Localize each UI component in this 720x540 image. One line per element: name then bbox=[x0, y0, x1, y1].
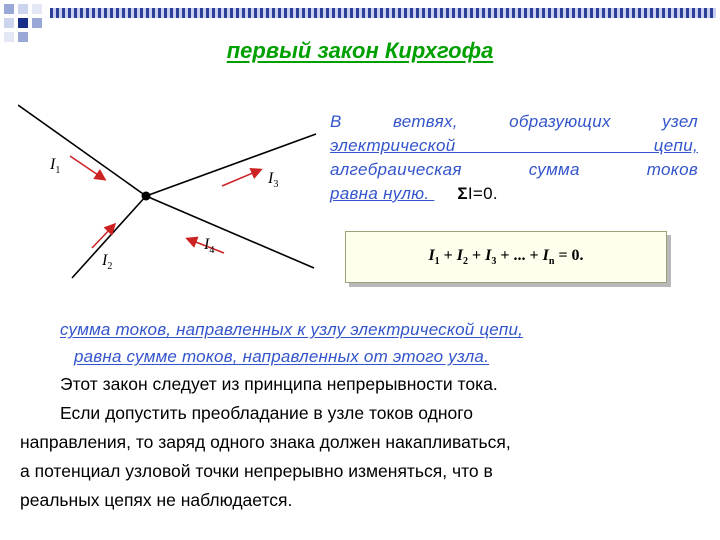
law-line-2: электрической цепи, bbox=[330, 136, 698, 155]
label-i2: $I_2$ bbox=[102, 252, 113, 272]
body-p1: Этот закон следует из принципа непрерывности тока. bbox=[60, 374, 498, 394]
alt-line-1: сумма токов, направленных к узлу электрической цепи, bbox=[60, 320, 524, 339]
body-p2-line1: Если допустить преобладание в узле токов одного bbox=[60, 403, 473, 423]
label-i1: $I_1$ bbox=[50, 156, 61, 176]
node-point bbox=[142, 192, 151, 201]
alt-line-2: равна сумме токов, направленных от этого узла. bbox=[74, 347, 490, 366]
page-title: первый закон Кирхгофа bbox=[226, 38, 494, 63]
formula-box bbox=[345, 231, 667, 283]
body-p2-line2: направления, то заряд одного знака должен накапливаться, bbox=[20, 432, 511, 452]
sigma-symbol: Σ bbox=[457, 184, 468, 203]
body-p2-line4: реальных цепях не наблюдается. bbox=[20, 490, 293, 510]
label-i4: $I_4$ bbox=[204, 236, 215, 256]
node-diagram bbox=[18, 98, 322, 280]
law-statement bbox=[330, 110, 698, 206]
law-line-4 bbox=[330, 182, 698, 206]
law-line-4-text: равна нулю. bbox=[330, 184, 430, 203]
law-line-3: алгебраическая сумма токов bbox=[330, 160, 698, 179]
explanation-text bbox=[20, 370, 710, 515]
body-p2-line3: а потенциал узловой точки непрерывно изменяться, что в bbox=[20, 461, 493, 481]
alt-formulation bbox=[60, 316, 700, 370]
law-line-1: В ветвях, образующих узел bbox=[330, 112, 698, 131]
kirchhoff-formula: $I_1 + I_2 + I_3$ + ... + $I_n = 0$. bbox=[428, 246, 584, 268]
sum-expression: I=0. bbox=[467, 184, 498, 203]
sigma-sum bbox=[457, 184, 498, 203]
label-i3: $I_3$ bbox=[268, 170, 279, 190]
